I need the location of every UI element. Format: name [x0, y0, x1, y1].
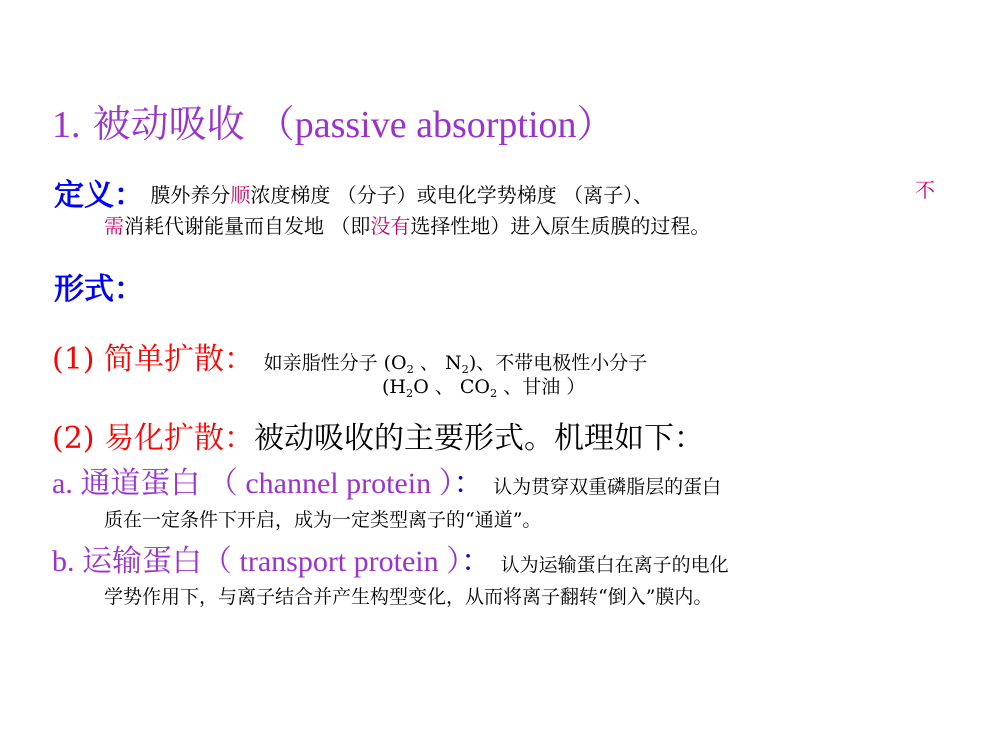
definition-text-a: 膜外养分 [150, 183, 231, 207]
item-facilitated-diffusion [52, 413, 704, 457]
title-open-paren: （ [256, 102, 295, 146]
item1-desc-b: 、 N [413, 352, 462, 374]
definition-bu: 不 [915, 178, 935, 202]
item1-line2-b: O 、 CO [413, 376, 491, 398]
definition-meiyou: 没有 [370, 214, 411, 238]
itema-description-line-2: 质在一定条件下开启，成为一定类型离子的“通道”。 [104, 509, 542, 531]
definition-xu: 需 [104, 214, 124, 238]
item-transport-protein [52, 536, 729, 580]
item1-line2-a: (H [382, 376, 406, 398]
itema-label: a. 通道蛋白 （ channel protein ） [52, 467, 454, 500]
item1-description-line-2 [382, 372, 585, 399]
itema-description: 认为贯穿双重磷脂层的蛋白 [493, 476, 722, 498]
itemb-description-line-2: 学势作用下，与离子结合并产生构型变化，从而将离子翻转“倒入”膜内。 [104, 586, 713, 608]
title-number: 1. [52, 104, 81, 146]
definition-line-1 [54, 170, 653, 214]
title-close-paren: ） [576, 102, 615, 146]
itemb-label: b. 运输蛋白（ transport protein ） [52, 545, 462, 578]
item1-desc-c: )、不带电极性小分子 [468, 352, 648, 374]
title-en: passive absorption [294, 104, 577, 146]
h2o-subscript: 2 [405, 385, 414, 400]
title-zh: 被动吸收 [92, 102, 245, 146]
co2-subscript: 2 [490, 385, 498, 400]
item2-description: 被动吸收的主要形式。机理如下： [254, 421, 705, 456]
definition-line-2 [104, 210, 710, 239]
n2-subscript: 2 [461, 361, 469, 376]
definition-shun: 顺 [230, 183, 251, 207]
item-channel-protein [52, 458, 721, 502]
itemb-description: 认为运输蛋白在离子的电化 [500, 554, 729, 576]
form-label: 形式： [54, 272, 144, 307]
definition-text-d: 选择性地）进入原生质膜的过程。 [410, 214, 711, 238]
slide-title [52, 93, 615, 148]
item2-label: (2) 易化扩散： [52, 421, 255, 456]
itema-colon: ： [453, 466, 484, 501]
definition-text-c: 消耗代谢能量而自发地 （即 [124, 214, 371, 238]
item1-desc-a: 如亲脂性分子 (O [263, 352, 407, 374]
item1-label: (1) 简单扩散： [52, 342, 255, 377]
item1-line2-c: 、甘油 ） [497, 376, 586, 398]
itemb-colon: ： [461, 544, 492, 579]
definition-text-b: 浓度梯度 （分子）或电化学势梯度 （离子）、 [250, 183, 654, 207]
definition-label: 定义： [54, 178, 144, 213]
item1-description [264, 352, 648, 374]
o2-subscript: 2 [406, 361, 414, 376]
